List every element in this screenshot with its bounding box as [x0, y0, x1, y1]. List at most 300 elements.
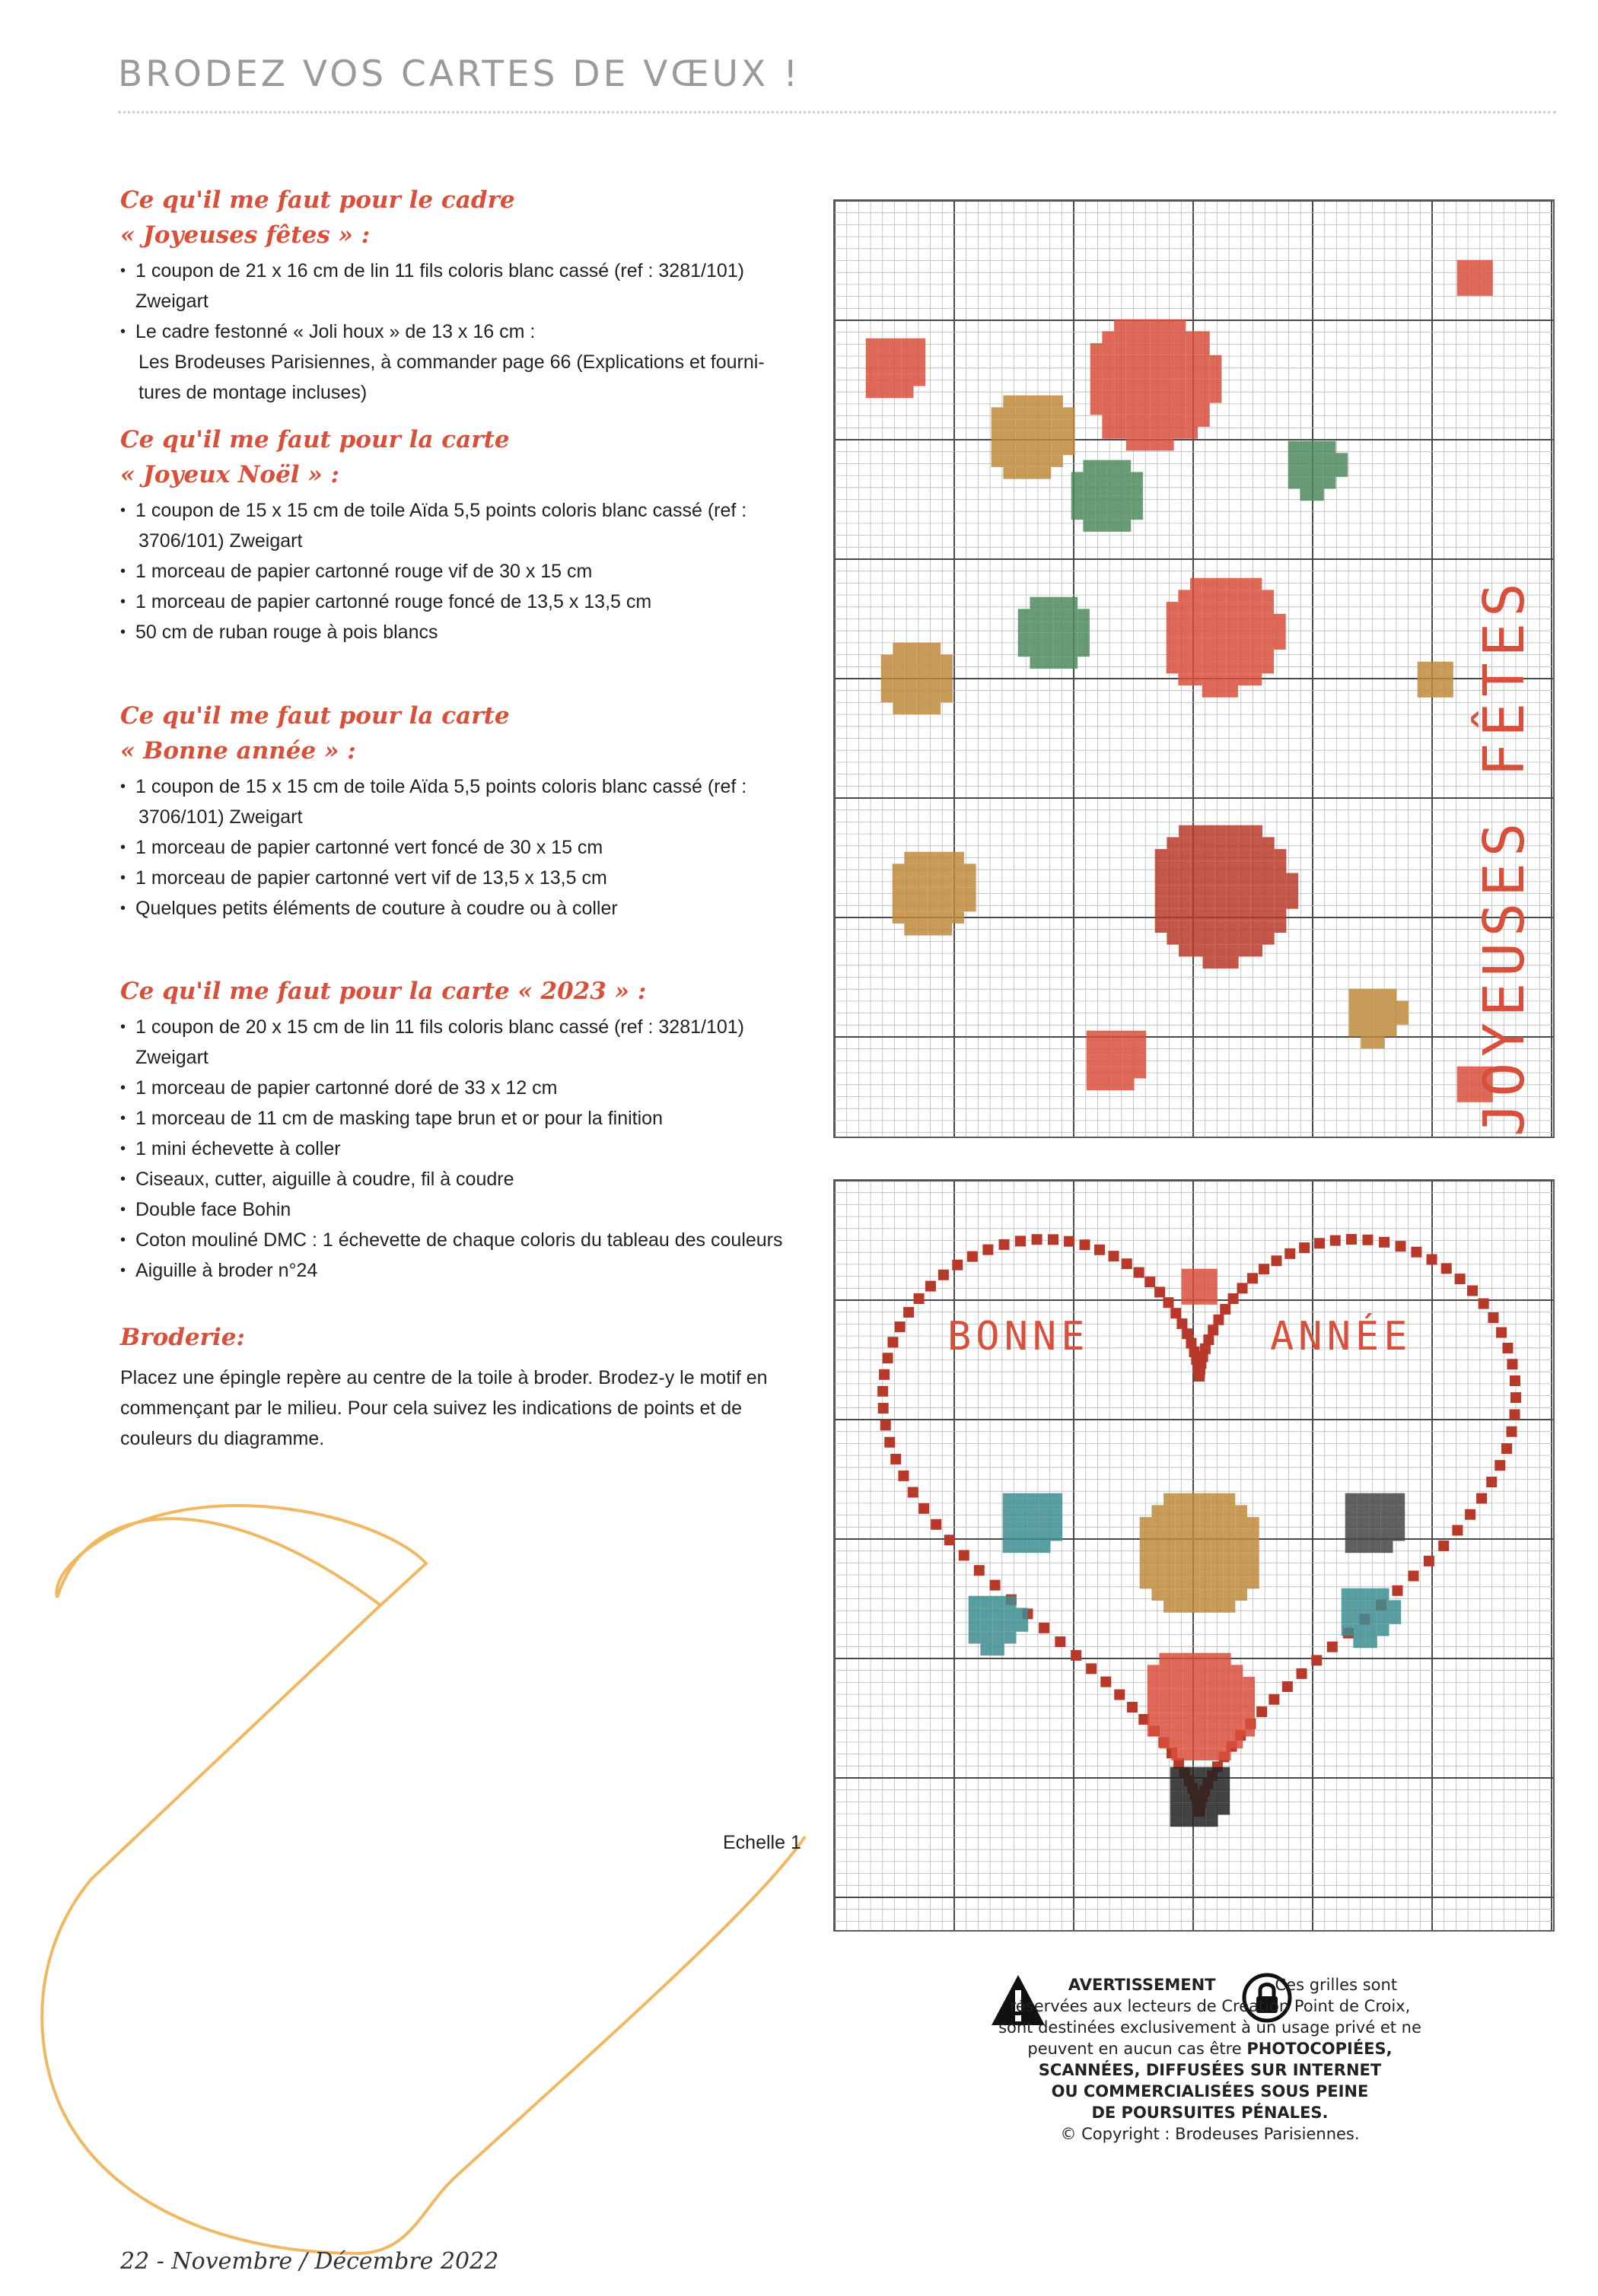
stitch-cell: [1179, 825, 1191, 838]
stitch-cell: [1510, 1375, 1520, 1386]
stitch-cell: [1151, 1505, 1163, 1517]
instruction-line: commençant par le milieu. Pour cela suivez les indications de points et de: [120, 1398, 743, 1419]
stitch-cell: [1198, 331, 1210, 343]
stitch-cell: [1027, 407, 1039, 419]
stitch-cell: [1107, 520, 1119, 532]
stitch-cell: [893, 900, 905, 912]
stitch-cell: [1183, 1725, 1195, 1737]
stitch-cell: [1357, 1541, 1369, 1553]
stitch-cell: [1239, 897, 1251, 909]
stitch-cell: [1182, 1269, 1194, 1281]
stitch-cell: [1219, 1725, 1231, 1737]
stitch-cell: [1042, 633, 1054, 645]
stitch-cell: [1018, 645, 1030, 657]
stitch-cell: [1297, 1668, 1307, 1679]
stitch-cell: [1227, 933, 1239, 945]
stitch-cell: [1107, 484, 1119, 496]
stitch-cell: [1027, 467, 1039, 479]
stitch-cell: [1151, 1517, 1163, 1529]
stitch-cell: [1238, 673, 1250, 685]
stitch-cell: [1003, 467, 1015, 479]
stitch-cell: [1235, 1517, 1247, 1529]
stitch-cell: [1090, 355, 1103, 367]
stitch-cell: [1195, 1677, 1208, 1689]
stitch-cell: [1342, 1624, 1354, 1636]
stitch-cell: [1203, 921, 1215, 933]
stitch-cell: [1051, 396, 1063, 408]
stitch-cell: [1219, 1665, 1231, 1677]
stitch-cell: [1190, 662, 1202, 674]
stitch-cell: [1179, 885, 1191, 897]
stitch-cell: [1178, 638, 1190, 650]
stitch-cell: [914, 374, 926, 386]
stitch-cell: [1211, 1588, 1224, 1601]
stitch-cell: [1262, 909, 1275, 921]
stitch-cell: [1214, 626, 1227, 638]
stitch-cell: [1064, 1236, 1074, 1247]
stitch-cell: [1476, 1493, 1487, 1504]
stitch-cell: [1140, 1577, 1152, 1589]
stitch-cell: [931, 1519, 941, 1530]
stitch-cell: [905, 702, 917, 714]
stitch-cell: [1250, 590, 1262, 602]
stitch-cell: [1178, 602, 1190, 614]
stitch-cell: [1126, 355, 1138, 367]
stitch-cell: [1262, 885, 1275, 897]
stitch-cell: [1086, 1663, 1097, 1674]
stitch-cell: [1269, 1694, 1279, 1705]
stitch-cell: [1203, 837, 1215, 849]
stitch-cell: [1027, 1493, 1039, 1506]
stitch-cell: [1055, 1636, 1065, 1647]
stitch-cell: [1286, 885, 1298, 897]
stitch-cell: [1144, 1277, 1155, 1287]
stitch-cell: [1078, 609, 1090, 621]
stitch-cell: [1262, 650, 1274, 662]
stitch-cell: [1262, 626, 1274, 638]
stitch-cell: [980, 1596, 992, 1608]
stitch-cell: [1191, 849, 1203, 861]
stitch-cell: [1176, 1565, 1188, 1577]
stitch-cell: [1003, 1505, 1015, 1517]
stitch-cell: [1163, 1601, 1176, 1613]
stitch-cell: [1373, 1025, 1385, 1037]
stitch-cell: [1262, 638, 1274, 650]
stitch-cell: [1186, 355, 1198, 367]
stitch-cell: [1393, 1529, 1405, 1541]
stitch-cell: [964, 863, 976, 876]
stitch-cell: [1140, 1541, 1152, 1553]
warning-line: réservées aux lecteurs de Création Point de Croix,: [1009, 1997, 1411, 2015]
stitch-cell: [1481, 284, 1493, 296]
stitch-cell: [1369, 1541, 1381, 1553]
stitch-cell: [1017, 1608, 1029, 1620]
stitch-cell: [1063, 419, 1075, 431]
stitch-cell: [1288, 453, 1300, 465]
list-item: • Aiguille à broder n°24: [120, 1255, 797, 1286]
stitch-cell: [916, 911, 928, 924]
stitch-cell: [1262, 849, 1275, 861]
stitch-cell: [905, 691, 917, 703]
stitch-cell: [1373, 1000, 1385, 1013]
stitch-cell: [1014, 1529, 1027, 1541]
stitch-cell: [1174, 343, 1186, 355]
stitch-cell: [1227, 956, 1239, 968]
stitch-cell: [1114, 415, 1126, 427]
stitch-cell: [1218, 1779, 1230, 1791]
stitch-cell: [1195, 1701, 1208, 1713]
stitch-cell: [1250, 921, 1262, 933]
stitch-cell: [1126, 331, 1138, 343]
stitch-cell: [1191, 945, 1203, 957]
stitch-cell: [1014, 1493, 1027, 1506]
stitch-cell: [1191, 861, 1203, 873]
stitch-cell: [1235, 1541, 1247, 1553]
stitch-cell: [1176, 1505, 1188, 1517]
stitch-cell: [1163, 1577, 1176, 1589]
stitch-cell: [1004, 1632, 1017, 1644]
stitch-cell: [1469, 284, 1481, 296]
stitch-cell: [1205, 1293, 1218, 1305]
stitch-cell: [1238, 578, 1250, 590]
stitch-cell: [1138, 403, 1151, 415]
stitch-cell: [1150, 427, 1162, 439]
stitch-cell: [1178, 614, 1190, 626]
stitch-cell: [952, 852, 964, 864]
stitch-cell: [866, 339, 878, 351]
stitch-cell: [1238, 650, 1250, 662]
stitch-cell: [1190, 614, 1202, 626]
stitch-cell: [1051, 1517, 1063, 1529]
stitch-cell: [1379, 1237, 1389, 1248]
stitch-cell: [1030, 609, 1042, 621]
stitch-cell: [1119, 508, 1132, 520]
chart-word-annee: ANNÉE: [1270, 1314, 1412, 1359]
stitch-cell: [1247, 1541, 1259, 1553]
stitch-cell: [1039, 1541, 1051, 1553]
stitch-cell: [1247, 1577, 1259, 1589]
stitch-cell: [1345, 1529, 1358, 1541]
stitch-cell: [1188, 1588, 1200, 1601]
stitch-cell: [1122, 1054, 1135, 1067]
stitch-cell: [903, 1307, 914, 1318]
stitch-cell: [1015, 419, 1027, 431]
stitch-cell: [1078, 645, 1090, 657]
stitch-cell: [1102, 427, 1114, 439]
stitch-cell: [1227, 825, 1239, 838]
stitch-cell: [1235, 1565, 1247, 1577]
stitch-cell: [1151, 1553, 1163, 1565]
stitch-cell: [1174, 320, 1186, 332]
stitch-cell: [1441, 673, 1453, 685]
stitch-cell: [1155, 861, 1167, 873]
stitch-cell: [1226, 638, 1238, 650]
stitch-cell: [1051, 419, 1063, 431]
stitch-cell: [1191, 873, 1203, 886]
stitch-cell: [914, 1293, 925, 1304]
stitch-cell: [1174, 415, 1186, 427]
stitch-cell: [1179, 933, 1191, 945]
stitch-cell: [992, 1608, 1004, 1620]
stitch-cell: [1195, 1653, 1208, 1665]
stitch-cell: [1385, 1000, 1397, 1013]
stitch-cell: [1282, 1681, 1293, 1692]
stitch-cell: [1501, 1443, 1512, 1454]
stitch-cell: [1167, 921, 1179, 933]
stitch-cell: [941, 691, 953, 703]
stitch-cell: [1235, 1553, 1247, 1565]
stitch-cell: [1004, 1620, 1017, 1632]
stitch-cell: [1219, 1653, 1231, 1665]
stitch-cell: [1219, 1689, 1231, 1701]
stitch-cell: [980, 1632, 992, 1644]
stitch-cell: [928, 900, 941, 912]
stitch-cell: [1214, 873, 1227, 886]
stitch-cell: [1202, 590, 1214, 602]
stitch-cell: [1284, 1248, 1295, 1259]
stitch-cell: [1214, 885, 1227, 897]
stitch-cell: [1314, 1238, 1325, 1248]
stitch-cell: [941, 863, 953, 876]
stitch-cell: [1226, 685, 1238, 698]
stitch-cell: [1018, 609, 1030, 621]
stitch-cell: [1178, 673, 1190, 685]
stitch-cell: [1214, 638, 1227, 650]
stitch-cell: [1342, 1588, 1354, 1601]
stitch-cell: [1247, 1517, 1259, 1529]
stitch-cell: [1275, 921, 1287, 933]
stitch-cell: [1015, 407, 1027, 419]
stitch-cell: [1214, 945, 1227, 957]
scale-label: Echelle 1: [723, 1832, 801, 1853]
stitch-cell: [1190, 673, 1202, 685]
stitch-cell: [1066, 657, 1078, 669]
stitch-cell: [1027, 1517, 1039, 1529]
stitch-cell: [1094, 1245, 1105, 1255]
stitch-cell: [1190, 590, 1202, 602]
stitch-cell: [967, 1251, 978, 1262]
stitch-cell: [917, 643, 929, 655]
stitch-cell: [1207, 1665, 1219, 1677]
stitch-cell: [1186, 379, 1198, 391]
stitch-cell: [969, 1608, 981, 1620]
stitch-cell: [1188, 1601, 1200, 1613]
stitch-cell: [1066, 597, 1078, 609]
stitch-cell: [1170, 1791, 1183, 1803]
stitch-cell: [1150, 415, 1162, 427]
stitch-cell: [1262, 602, 1274, 614]
stitch-cell: [1312, 465, 1324, 477]
stitch-cell: [1039, 1505, 1051, 1517]
stitch-cell: [1224, 1493, 1236, 1506]
stitch-cell: [893, 643, 905, 655]
stitch-cell: [1138, 367, 1151, 380]
stitch-cell: [1114, 320, 1126, 332]
stitch-cell: [1193, 1269, 1205, 1281]
stitch-cell: [1214, 849, 1227, 861]
stitch-cell: [1051, 1529, 1063, 1541]
stitch-cell: [925, 1281, 936, 1292]
stitch-cell: [992, 1644, 1004, 1656]
stitch-cell: [1203, 933, 1215, 945]
stitch-cell: [1154, 1286, 1165, 1297]
stitch-cell: [1479, 1299, 1489, 1309]
stitch-cell: [1198, 415, 1210, 427]
stitch-cell: [1163, 1553, 1176, 1565]
stitch-cell: [1171, 1725, 1183, 1737]
stitch-cell: [1488, 1312, 1498, 1323]
stitch-cell: [1167, 897, 1179, 909]
stitch-cell: [974, 1565, 985, 1576]
stitch-cell: [1214, 602, 1227, 614]
stitch-cell: [1170, 1308, 1181, 1318]
stitch-cell: [1030, 633, 1042, 645]
stitch-cell: [1138, 427, 1151, 439]
stitch-cell: [1066, 621, 1078, 633]
stitch-cell: [1202, 662, 1214, 674]
stitch-cell: [1357, 1517, 1369, 1529]
stitch-cell: [1208, 1324, 1218, 1335]
warning-text: peuvent en aucun cas être: [1027, 2040, 1247, 2058]
stitch-cell: [1039, 431, 1052, 444]
warning-line: sont destinées exclusivement à un usage privé et ne: [998, 2018, 1421, 2037]
stitch-cell: [1481, 260, 1493, 272]
stitch-cell: [1114, 391, 1126, 403]
section-title: « Joyeuses fêtes » :: [120, 221, 371, 249]
stitch-cell: [938, 1270, 949, 1280]
stitch-cell: [1110, 1031, 1122, 1043]
stitch-cell: [905, 643, 917, 655]
stitch-cell: [1167, 909, 1179, 921]
stitch-cell: [1188, 1493, 1200, 1506]
section-title: Ce qu'il me faut pour la carte: [120, 426, 510, 453]
stitch-cell: [1066, 609, 1078, 621]
stitch-cell: [1183, 1665, 1195, 1677]
stitch-cell: [1167, 638, 1179, 650]
list-item: • Quelques petits éléments de couture à coudre ou à coller: [120, 893, 797, 924]
stitch-cell: [1262, 662, 1274, 674]
stitch-cell: [1300, 465, 1312, 477]
stitch-cell: [1377, 1600, 1389, 1612]
stitch-cell: [1170, 1815, 1183, 1827]
stitch-cell: [1202, 638, 1214, 650]
stitch-cell: [1194, 1779, 1206, 1791]
stitch-cell: [1179, 909, 1191, 921]
stitch-cell: [1167, 933, 1179, 945]
stitch-cell: [1163, 1493, 1176, 1506]
stitch-cell: [1167, 861, 1179, 873]
stitch-cell: [1095, 496, 1107, 508]
stitch-cell: [1226, 590, 1238, 602]
stitch-cell: [1030, 621, 1042, 633]
stitch-cell: [1231, 1712, 1243, 1725]
stitch-cell: [890, 350, 902, 362]
stitch-cell: [1183, 1737, 1195, 1749]
list-item-text: Le cadre festonné « Joli houx » de 13 x 16 cm :: [135, 321, 536, 342]
stitch-cell: [1211, 1517, 1224, 1529]
stitch-cell: [1039, 444, 1052, 456]
stitch-cell: [1063, 431, 1075, 444]
stitch-cell: [1227, 921, 1239, 933]
stitch-cell: [992, 1632, 1004, 1644]
stitch-cell: [1207, 1737, 1219, 1749]
stitch-cell: [1150, 343, 1162, 355]
stitch-cell: [1148, 1725, 1160, 1737]
stitch-cell: [964, 900, 976, 912]
stitch-cell: [1345, 1505, 1358, 1517]
stitch-cell: [992, 455, 1004, 467]
stitch-cell: [1409, 1571, 1419, 1582]
stitch-cell: [1214, 956, 1227, 968]
stitch-cell: [1090, 379, 1103, 391]
stitch-cell: [1369, 1517, 1381, 1529]
stitch-cell: [1202, 673, 1214, 685]
stitch-cell: [941, 924, 953, 936]
stitch-cell: [1027, 1529, 1039, 1541]
stitch-cell: [1224, 1529, 1236, 1541]
stitch-cell: [1042, 645, 1054, 657]
stitch-cell: [1467, 1286, 1478, 1296]
stitch-cell: [1486, 1477, 1497, 1487]
stitch-cell: [1495, 1460, 1505, 1471]
stitch-cell: [1393, 1493, 1405, 1506]
stitch-cell: [1211, 1601, 1224, 1613]
stitch-cell: [1155, 897, 1167, 909]
stitch-cell: [1361, 1000, 1373, 1013]
stitch-cell: [1174, 403, 1186, 415]
stitch-cell: [929, 679, 941, 691]
stitch-cell: [1381, 1529, 1393, 1541]
stitch-cell: [1243, 1677, 1255, 1689]
stitch-cell: [1194, 1767, 1206, 1779]
stitch-cell: [1250, 626, 1262, 638]
stitch-cell: [1457, 1067, 1469, 1079]
stitch-cell: [1174, 367, 1186, 380]
stitch-cell: [1214, 650, 1227, 662]
stitch-cell: [1179, 849, 1191, 861]
stitch-cell: [1211, 1553, 1224, 1565]
list-item: • 1 morceau de papier cartonné vert vif de 13,5 x 13,5 cm: [120, 863, 797, 893]
stitch-cell: [1131, 496, 1143, 508]
list-item: • 1 morceau de papier cartonné rouge vif de 30 x 15 cm: [120, 556, 797, 587]
stitch-cell: [1098, 1054, 1110, 1067]
stitch-cell: [1179, 945, 1191, 957]
stitch-cell: [1195, 1665, 1208, 1677]
list-item: • 50 cm de ruban rouge à pois blancs: [120, 617, 797, 647]
stitch-cell: [929, 702, 941, 714]
stitch-cell: [1457, 1090, 1469, 1102]
stitch-cell: [990, 1580, 1001, 1591]
stitch-cell: [877, 339, 890, 351]
stitch-cell: [1342, 1600, 1354, 1612]
stitch-cell: [982, 1245, 993, 1255]
stitch-cell: [1087, 1031, 1099, 1043]
stitch-cell: [877, 362, 890, 374]
stitch-cell: [1188, 1517, 1200, 1529]
stitch-cell: [1353, 1600, 1365, 1612]
stitch-cell: [1176, 1529, 1188, 1541]
list-item: • Coton mouliné DMC : 1 échevette de chaque coloris du tableau des couleurs: [120, 1225, 797, 1255]
stitch-cell: [1102, 367, 1114, 380]
stitch-cell: [1311, 1655, 1322, 1665]
stitch-cell: [1218, 1791, 1230, 1803]
stitch-cell: [866, 374, 878, 386]
stitch-cell: [1078, 633, 1090, 645]
stitch-cell: [941, 654, 953, 666]
stitch-cell: [1119, 460, 1132, 472]
stitch-cell: [1250, 945, 1262, 957]
stitch-cell: [1051, 444, 1063, 456]
